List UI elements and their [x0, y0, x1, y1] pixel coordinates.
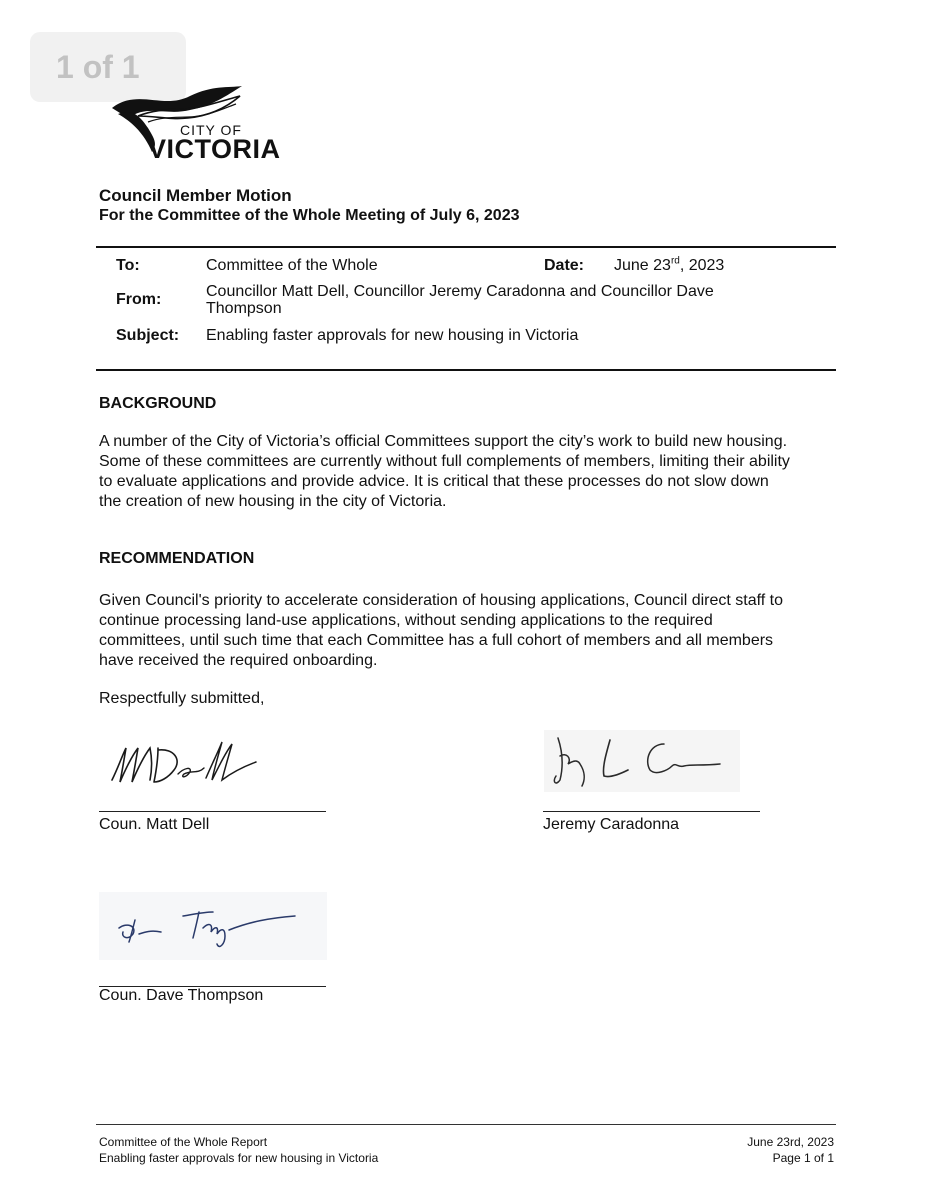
logo-text-city-of: CITY OF — [180, 122, 242, 138]
recommendation-heading: RECOMMENDATION — [99, 550, 255, 567]
background-paragraph: A number of the City of Victoria’s official Committees support the city’s work to build new housing. Some of these committees are currently without full complements of members, limiting their ability to evaluate applications and provide advice. It is critical that these processes do not slow down the creation of new housing in the city of Victoria. — [99, 433, 790, 510]
signatory-name-caradonna: Jeremy Caradonna — [543, 816, 680, 833]
signature-line-caradonna — [543, 811, 760, 812]
date-label: Date: — [544, 257, 585, 274]
page-indicator: 1 of 1 — [30, 32, 186, 102]
logo-text-victoria: VICTORIA — [148, 134, 281, 164]
from-value: Councillor Matt Dell, Councillor Jeremy Caradonna and Councillor Dave Thompson — [206, 283, 714, 317]
memo-bottom-rule — [96, 369, 836, 371]
to-value: Committee of the Whole — [206, 257, 378, 274]
to-label: To: — [116, 257, 140, 274]
signatory-name-dell: Coun. Matt Dell — [99, 816, 210, 833]
closing-text: Respectfully submitted, — [99, 690, 265, 707]
subject-value: Enabling faster approvals for new housing in Victoria — [206, 327, 579, 344]
from-label: From: — [116, 291, 162, 308]
signature-dave-thompson — [99, 892, 327, 960]
footer-right: June 23rd, 2023 Page 1 of 1 — [747, 1135, 834, 1165]
memo-top-rule — [96, 246, 836, 248]
document-title: Council Member Motion — [99, 186, 292, 205]
signatory-name-thompson: Coun. Dave Thompson — [99, 987, 264, 1004]
signature-jeremy-caradonna — [544, 730, 740, 792]
document-subtitle: For the Committee of the Whole Meeting of July 6, 2023 — [99, 207, 520, 224]
signature-matt-dell — [108, 738, 268, 790]
footer-rule — [96, 1124, 836, 1125]
signature-line-dell — [99, 811, 326, 812]
document-title-block — [99, 186, 520, 226]
subject-label: Subject: — [116, 327, 180, 344]
city-of-victoria-logo — [108, 82, 288, 162]
footer-left: Committee of the Whole Report Enabling faster approvals for new housing in Victoria — [99, 1135, 379, 1165]
recommendation-paragraph: Given Council's priority to accelerate consideration of housing applications, Council direct staff to continue processing land-use applications, without sending applications to the required committees, until such time that each Committee has a full cohort of members and all members have received the required onboarding. — [99, 592, 784, 669]
date-value: June 23rd, 2023 — [614, 255, 725, 274]
background-heading: BACKGROUND — [99, 395, 217, 412]
